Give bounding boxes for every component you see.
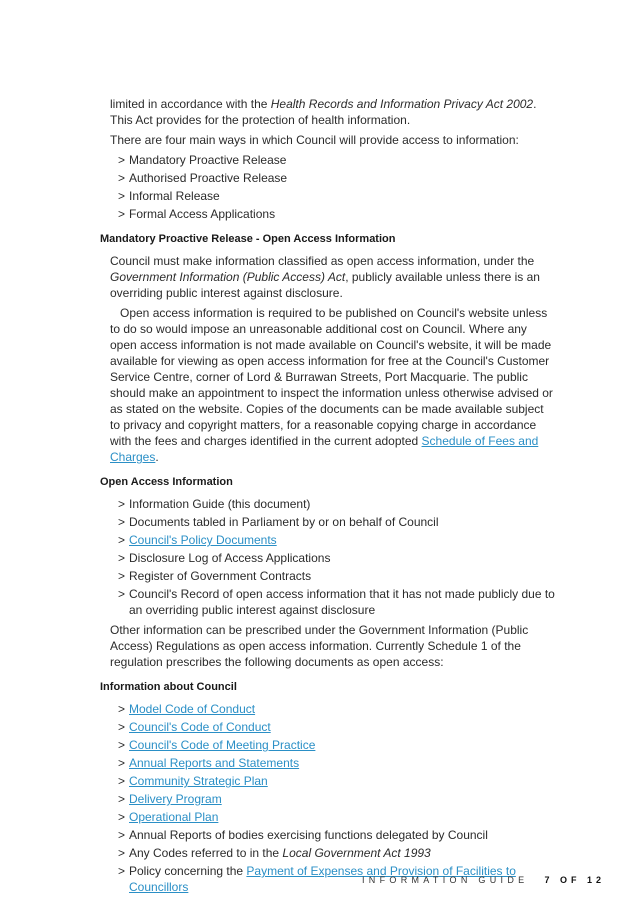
model-code-link[interactable]: Model Code of Conduct	[129, 702, 256, 716]
list-marker: >	[118, 774, 126, 788]
fees-charges-link[interactable]: Schedule of Fees and Charges	[110, 434, 539, 464]
list-item	[118, 791, 555, 807]
list-item	[118, 206, 555, 222]
list-marker: >	[118, 533, 126, 547]
meeting-practice-link[interactable]: Council's Code of Meeting Practice	[129, 738, 316, 752]
list-item	[118, 827, 555, 843]
ways-intro: There are four main ways in which Council will provide access to information:	[110, 133, 519, 147]
list-item	[118, 586, 555, 618]
list-item-text: Formal Access Applications	[129, 207, 276, 221]
list-marker: >	[118, 551, 126, 565]
list-item	[118, 755, 555, 771]
list-item	[118, 719, 555, 735]
list-marker: >	[118, 189, 126, 203]
list-item	[118, 809, 555, 825]
list-item-text: Policy concerning the	[129, 864, 247, 878]
open-access-after-paragraph: Other information can be prescribed under the Government Information (Public Access) Regulations as open access information. Currently Schedule 1 of the regulation prescribes the following documents as open access:	[110, 623, 529, 669]
list-marker: >	[118, 738, 126, 752]
list-marker: >	[118, 569, 126, 583]
intro-paragraph	[110, 96, 555, 128]
ways-list	[118, 152, 555, 222]
mandatory-paragraph-1	[110, 253, 555, 301]
list-item	[118, 845, 555, 861]
list-marker: >	[118, 756, 126, 770]
list-item	[118, 550, 555, 566]
section-heading-mandatory: Mandatory Proactive Release - Open Access Information	[100, 233, 396, 245]
community-plan-link[interactable]: Community Strategic Plan	[129, 774, 268, 788]
gipa-act-title: Government Information (Public Access) Act	[110, 270, 346, 284]
list-item	[118, 737, 555, 753]
list-item-text: Documents tabled in Parliament by or on behalf of Council	[129, 515, 439, 529]
list-item-text: Council's Record of open access information that it has not made publicly due to an overriding public interest against disclosure	[129, 587, 555, 617]
list-item	[118, 170, 555, 186]
list-item-text: Any Codes referred to in the	[129, 846, 283, 860]
paragraph-text-part: Council must make information classified as open access information, under the	[110, 254, 535, 268]
list-marker: >	[118, 497, 126, 511]
list-item	[118, 701, 555, 717]
section-heading-about-council: Information about Council	[100, 681, 237, 693]
page-number: 7 OF 12	[544, 875, 605, 885]
list-item	[118, 532, 555, 548]
intro-act-title: Health Records and Information Privacy Act 2002	[270, 97, 534, 111]
paragraph-text-part: Open access information is required to be published on Council's website unless to do so would impose an unreasonable additional cost on Council. Where any open access information is not made available on Council's website, it will be made available for viewing as open access information for free at the Council's Customer Service Centre, corner of Lord & Burrawan Streets, Port Macquarie. The public should make an appointment to inspect the information unless otherwise advised or as stated on the website. Copies of the documents can be made available subject to privacy and copyright matters, for a reasonable copying charge in accordance with the fees and charges identified in the current adopted	[110, 306, 553, 448]
mandatory-paragraph-2	[110, 305, 555, 465]
annual-reports-link[interactable]: Annual Reports and Statements	[129, 756, 300, 770]
list-item	[118, 773, 555, 789]
open-access-list	[118, 496, 555, 618]
list-item	[118, 514, 555, 530]
list-marker: >	[118, 515, 126, 529]
list-marker: >	[118, 153, 126, 167]
list-marker: >	[118, 171, 126, 185]
list-item-text: Informal Release	[129, 189, 220, 203]
list-item-text: Authorised Proactive Release	[129, 171, 288, 185]
list-item	[118, 152, 555, 168]
list-item	[118, 568, 555, 584]
page-content	[100, 96, 555, 899]
footer-title: INFORMATION GUIDE	[362, 875, 529, 885]
list-marker: >	[118, 702, 126, 716]
list-marker: >	[118, 846, 126, 860]
list-item-text: Annual Reports of bodies exercising functions delegated by Council	[129, 828, 488, 842]
code-of-conduct-link[interactable]: Council's Code of Conduct	[129, 720, 271, 734]
list-item-text: Mandatory Proactive Release	[129, 153, 287, 167]
list-marker: >	[118, 792, 126, 806]
section-heading-open-access: Open Access Information	[100, 476, 233, 488]
policy-documents-link[interactable]: Council's Policy Documents	[129, 533, 277, 547]
operational-plan-link[interactable]: Operational Plan	[129, 810, 219, 824]
paragraph-text-part: , publicly available unless there is an overriding public interest against disclosure.	[110, 270, 540, 300]
list-marker: >	[118, 207, 126, 221]
list-item-text: Register of Government Contracts	[129, 569, 312, 583]
delivery-program-link[interactable]: Delivery Program	[129, 792, 222, 806]
list-item-text: Information Guide (this document)	[129, 497, 311, 511]
lga-act-title: Local Government Act 1993	[282, 846, 431, 860]
councillor-expenses-link[interactable]: Payment of Expenses and Provision of Facilities to Councillors	[129, 864, 516, 894]
intro-text-part: . This Act provides for the protection of health information.	[110, 97, 537, 127]
list-marker: >	[118, 828, 126, 842]
paragraph-text-part: .	[155, 450, 159, 464]
list-item	[118, 188, 555, 204]
list-marker: >	[118, 587, 126, 601]
page-footer	[362, 875, 605, 885]
list-item-text: Disclosure Log of Access Applications	[129, 551, 331, 565]
list-marker: >	[118, 810, 126, 824]
intro-text-part: limited in accordance with the	[110, 97, 271, 111]
list-item	[118, 496, 555, 512]
list-marker: >	[118, 864, 126, 878]
list-marker: >	[118, 720, 126, 734]
about-council-list	[118, 701, 555, 895]
